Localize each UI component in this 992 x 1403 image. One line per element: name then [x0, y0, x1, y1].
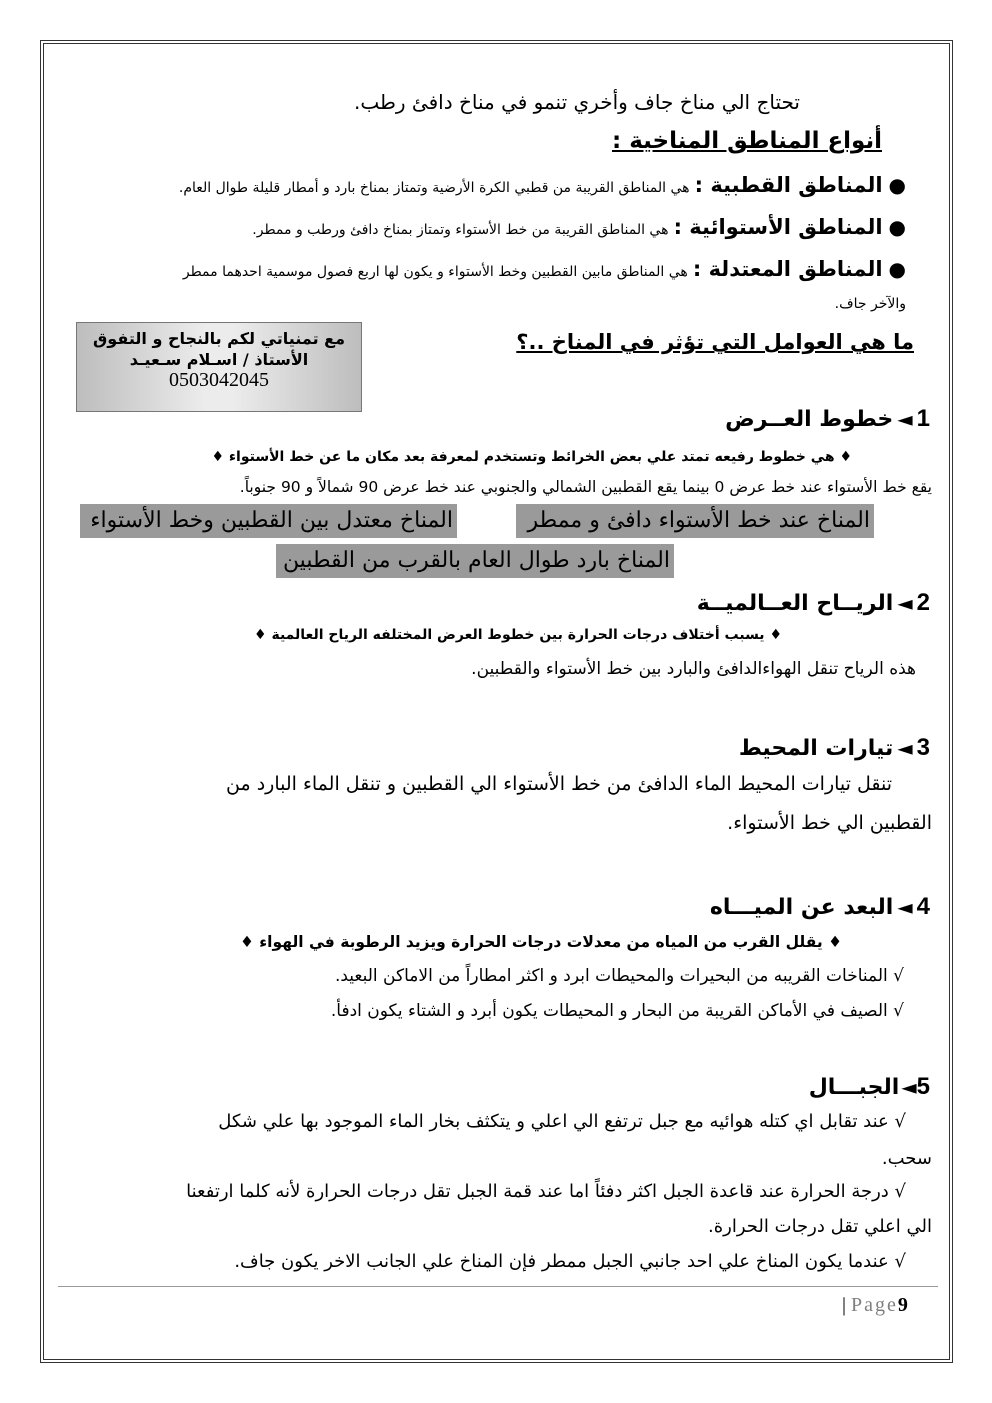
section-title: الريــاح العــالميــة: [696, 590, 894, 616]
page-number: 9: [897, 1294, 908, 1316]
zone-temperate: [183, 257, 906, 281]
section-1-heading: [725, 405, 930, 433]
section-4-bullet: ♦ يقلل القرب من المياه من معدلات درجات الحرارة ويزيد الرطوبة في الهواء ♦: [239, 933, 842, 951]
section-title: الجبـــال: [808, 1074, 900, 1100]
factors-question: ما هي العوامل التي تؤثر في المناخ ..؟: [516, 330, 914, 354]
page-footer: [842, 1294, 908, 1317]
section-5-para-2: √ درجة الحرارة عند قاعدة الجبل اكثر دفئاً اما عند قمة الجبل تقل درجات الحرارة لأنه كلما ارتفعنا: [186, 1181, 906, 1202]
footer-divider: [58, 1286, 938, 1287]
section-title: خطوط العــرض: [725, 406, 894, 432]
bullet-icon: ●: [888, 215, 906, 239]
zone-equatorial: [252, 215, 906, 239]
section-2-bullet: ♦ يسبب أختلاف درجات الحرارة بين خطوط العرض المختلفه الرياح العالمية ♦: [254, 627, 782, 643]
zone-desc: هي المناطق مابين القطبين وخط الأستواء و يكون لها اربع فصول موسمية احدهما ممطر: [182, 264, 688, 280]
zone-desc: هي المناطق القريبة من قطبي الكرة الأرضية وتمتاز بمناخ بارد و أمطار قليلة طوال العام.: [178, 180, 690, 196]
section-5-para-1-cont: سحب.: [881, 1148, 932, 1169]
section-number: 4: [916, 893, 930, 920]
zone-polar: [179, 173, 906, 197]
footer-separator: |: [842, 1294, 847, 1316]
teacher-box: [76, 322, 362, 412]
section-number: 1: [916, 405, 930, 432]
section-title: البعد عن الميـــاه: [709, 894, 894, 920]
highlight-equator: المناخ عند خط الأستواء دافئ و ممطر: [516, 504, 874, 538]
highlight-temperate: المناخ معتدل بين القطبين وخط الأستواء: [80, 504, 457, 538]
page-label: Page: [851, 1294, 898, 1316]
section-3-line-2: القطبين الي خط الأستواء.: [727, 812, 932, 834]
section-5-para-2-cont: الي اعلي تقل درجات الحرارة.: [708, 1216, 932, 1237]
section-1-text: يقع خط الأستواء عند خط عرض 0 بينما يقع القطبين الشمالي والجنوبي عند خط عرض 90 شمالاً و 90 جنوباً.: [239, 478, 932, 496]
section-2-heading: [697, 589, 930, 617]
zone-term: المناطق المعتدلة :: [692, 257, 883, 281]
zone-term: المناطق الأستوائية :: [673, 215, 883, 239]
teacher-phone: 0503042045: [169, 369, 269, 391]
section-5-heading: [809, 1073, 930, 1101]
section-4-item-1: √ المناخات القريبه من البحيرات والمحيطات ابرد و اكثر امطاراً من الاماكن البعيد.: [334, 966, 904, 986]
bullet-icon: ●: [888, 257, 906, 281]
arrow-icon: ◄: [901, 1075, 917, 1099]
section-5-para-1: √ عند تقابل اي كتله هوائيه مع جبل ترتفع الي اعلي و يتكثف بخار الماء الموجود بها علي شكل: [218, 1111, 906, 1132]
arrow-icon: ◄: [897, 591, 913, 615]
arrow-icon: ◄: [897, 736, 913, 760]
intro-line: تحتاج الي مناخ جاف وأخري تنمو في مناخ دافئ رطب.: [353, 90, 800, 114]
section-1-bullet: ♦ هي خطوط رفيعه تمتد علي بعض الخرائط وتستخدم لمعرفة بعد مكان ما عن خط الأستواء ♦: [211, 449, 852, 465]
zone-desc-continued: والآخر جاف.: [834, 296, 906, 312]
section-3-line-1: تنقل تيارات المحيط الماء الدافئ من خط الأستواء الي القطبين و تنقل الماء البارد من: [226, 773, 892, 795]
highlight-polar: المناخ بارد طوال العام بالقرب من القطبين: [276, 544, 674, 578]
section-3-heading: [739, 734, 930, 762]
section-number: 3: [916, 734, 930, 761]
section-number: 5: [916, 1073, 930, 1100]
arrow-icon: ◄: [897, 895, 913, 919]
teacher-name: الأستاذ / اسـلام سـعيـد: [129, 350, 309, 369]
section-title: تيارات المحيط: [738, 735, 894, 761]
section-4-heading: [710, 893, 930, 921]
zone-desc: هي المناطق القريبة من خط الأستواء وتمتاز بمناخ دافئ ورطب و ممطر.: [252, 222, 669, 238]
section-number: 2: [916, 589, 930, 616]
section-2-text: هذه الرياح تنقل الهواءالدافئ والبارد بين خط الأستواء والقطبين.: [471, 659, 916, 679]
section-4-item-2: √ الصيف في الأماكن القريبة من البحار و المحيطات يكون أبرد و الشتاء يكون ادفأ.: [330, 1001, 904, 1021]
arrow-icon: ◄: [897, 407, 913, 431]
zone-term: المناطق القطبية :: [694, 173, 883, 197]
teacher-wish: مع تمنياتي لكم بالنجاح و التفوق: [93, 329, 345, 348]
page-border-inner: [43, 43, 950, 1360]
bullet-icon: ●: [888, 173, 906, 197]
section-5-para-3: √ عندما يكون المناخ علي احد جانبي الجبل ممطر فإن المناخ علي الجانب الاخر يكون جاف.: [234, 1251, 906, 1272]
zones-heading: أنواع المناطق المناخية :: [612, 128, 882, 154]
